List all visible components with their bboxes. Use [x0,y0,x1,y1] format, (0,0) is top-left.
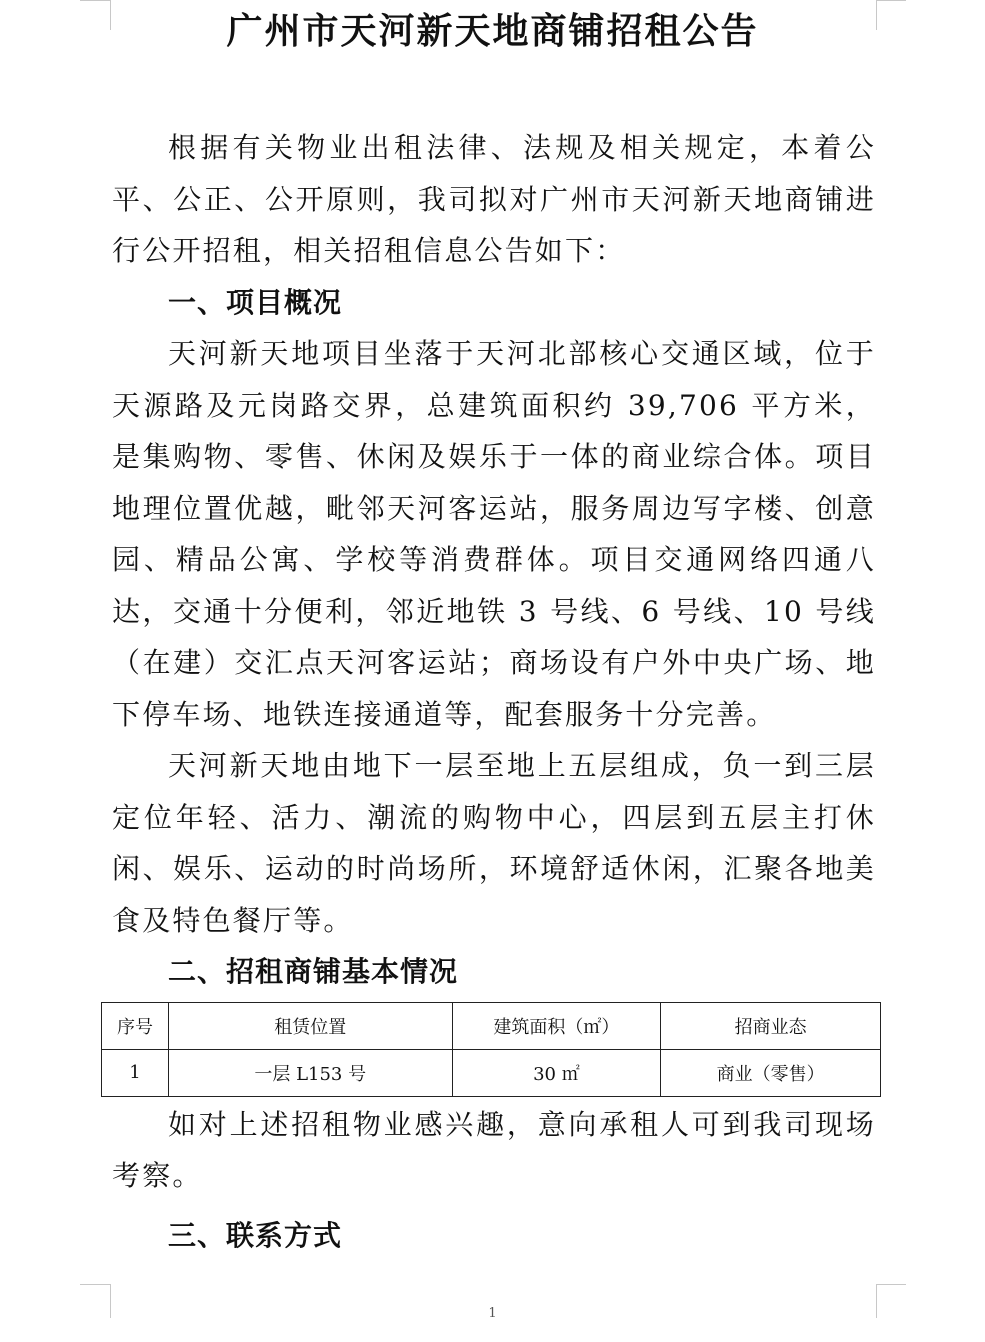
shop-table [101,1002,881,1097]
table-row [102,1049,881,1096]
overview-paragraph-1: 天河新天地项目坐落于天河北部核心交通区域，位于天源路及元岗路交界，总建筑面积约 39,706 平方米，是集购物、零售、休闲及娱乐于一体的商业综合体。项目地理位置优越，毗邻天河客运站，服务周边写字楼、创意园、精品公寓、学校等消费群体。项目交通网络四通八达，交通十分便利，邻近地铁 3 号线、6 号线、10 号线（在建）交汇点天河客运站；商场设有户外中央广场、地下停车场、地铁连接通道等，配套服务十分完善。 [112,337,876,731]
table-header-cell: 序号 [102,1002,169,1049]
table-cell: 1 [102,1049,169,1096]
table-cell: 30 ㎡ [452,1049,661,1096]
crop-mark [80,1284,110,1285]
table-header-cell: 租赁位置 [168,1002,452,1049]
intro-paragraph: 根据有关物业出租法律、法规及相关规定，本着公平、公正、公开原则，我司拟对广州市天河新天地商铺进行公开招租，相关招租信息公告如下： [112,131,876,267]
section-heading-shops: 二、招租商铺基本情况 [168,955,459,988]
document-body [112,122,876,1261]
crop-mark [876,0,906,1]
table-header-cell: 建筑面积（㎡） [452,1002,661,1049]
table-cell: 一层 L153 号 [168,1049,452,1096]
crop-mark [80,0,110,1]
overview-paragraph-2: 天河新天地由地下一层至地上五层组成，负一到三层定位年轻、活力、潮流的购物中心，四层到五层主打休闲、娱乐、运动的时尚场所，环境舒适休闲，汇聚各地美食及特色餐厅等。 [112,749,876,937]
table-header-cell: 招商业态 [661,1002,881,1049]
page-number: 1 [488,1306,497,1321]
inspection-note: 如对上述招租物业感兴趣，意向承租人可到我司现场考察。 [112,1107,876,1192]
crop-mark [876,1284,906,1285]
section-heading-overview: 一、项目概况 [168,285,343,319]
document-title: 广州市天河新天地商铺招租公告 [226,11,759,52]
table-cell: 商业（零售） [661,1049,881,1096]
section-heading-contact: 三、联系方式 [168,1218,343,1252]
table-header-row [102,1002,881,1049]
